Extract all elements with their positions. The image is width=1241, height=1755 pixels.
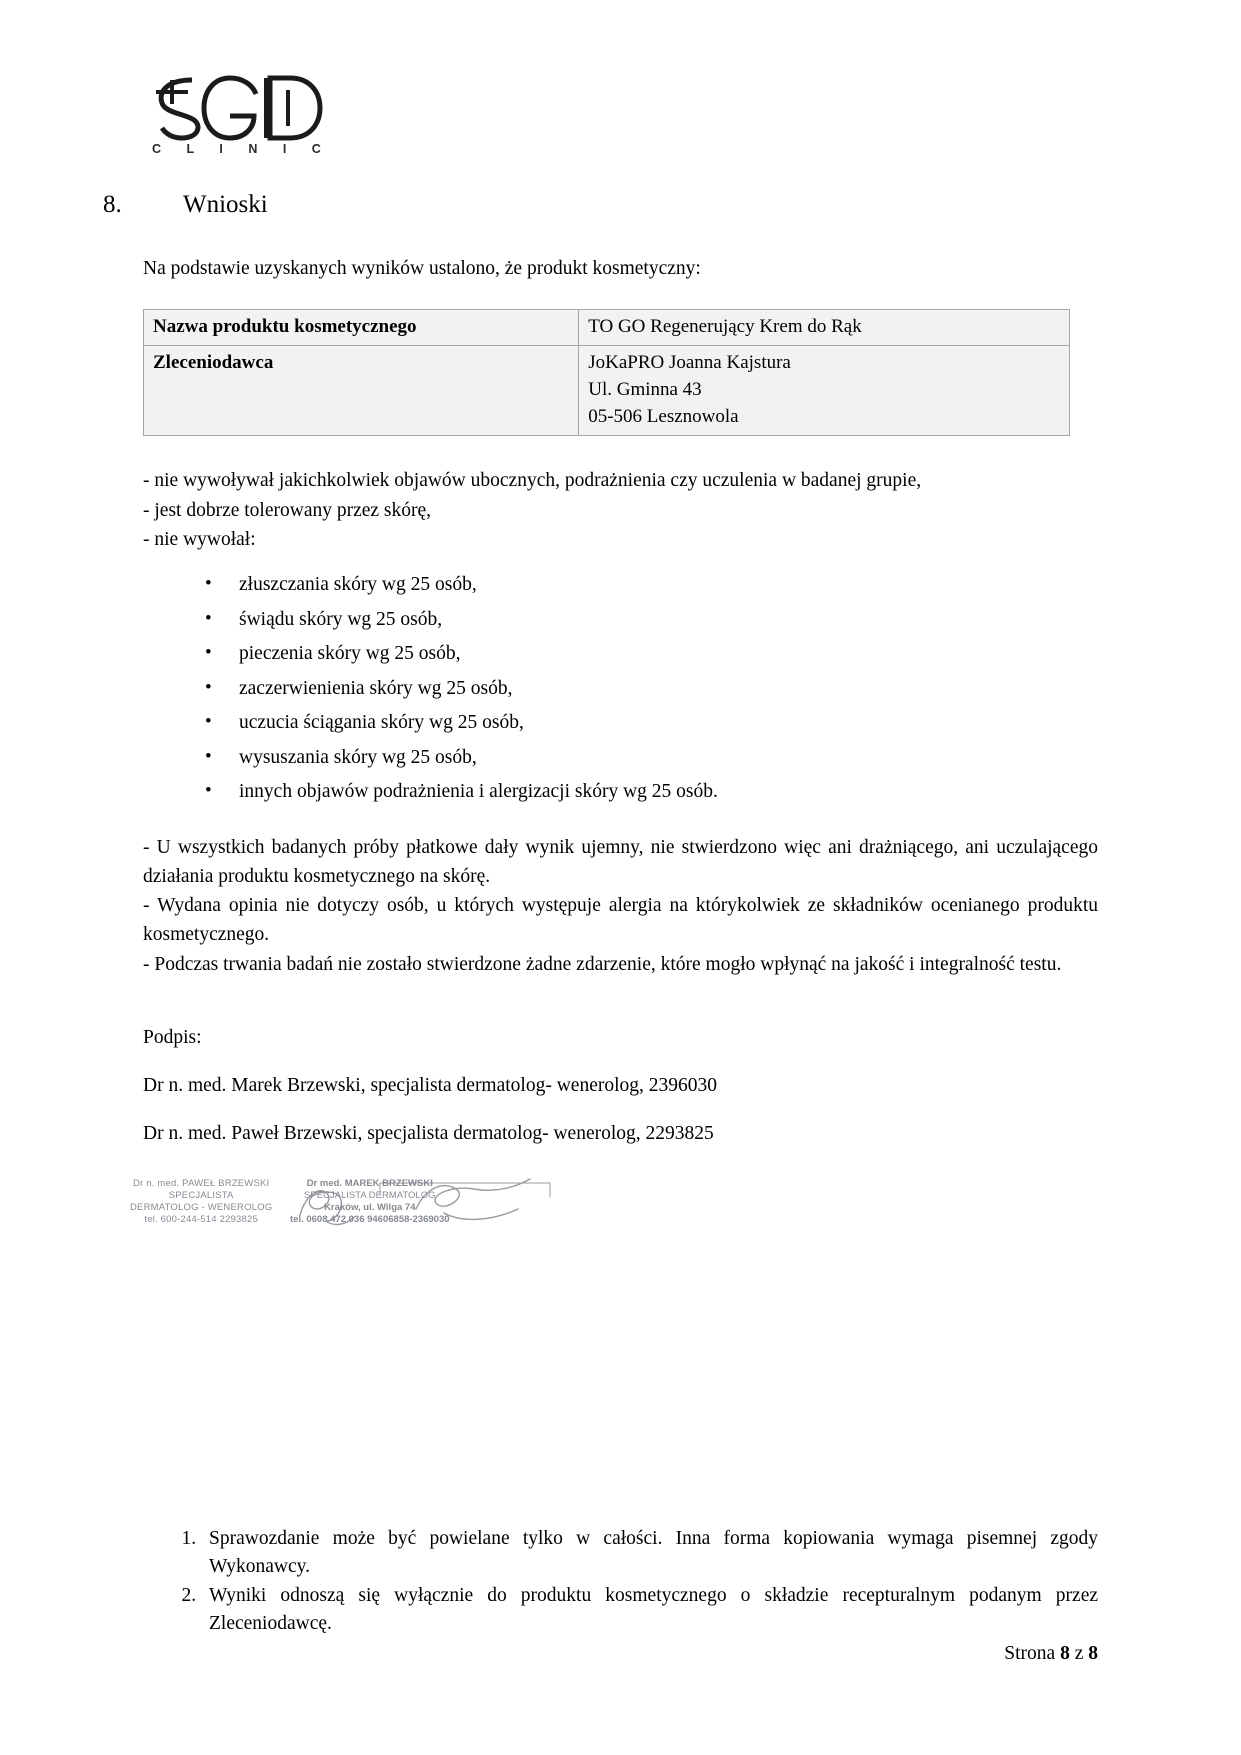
page-total: 8 — [1088, 1643, 1098, 1664]
logo-subtitle: C L I N I C — [152, 142, 332, 156]
signature-line: Dr n. med. Paweł Brzewski, specjalista dermatolog- wenerolog, 2293825 — [143, 1122, 714, 1144]
stamp-line: tel. 0608 472 036 94606858-2369030 — [290, 1213, 450, 1225]
client-label: Zleceniodawca — [144, 346, 579, 436]
stamp-line: tel. 600-244-514 2293825 — [144, 1213, 258, 1225]
signature-stamps — [130, 1175, 630, 1245]
section-title: Wnioski — [183, 191, 268, 218]
intro-paragraph: Na podstawie uzyskanych wyników ustalono, że produkt kosmetyczny: — [143, 258, 701, 279]
page-current: 8 — [1060, 1643, 1070, 1664]
section-number: 8. — [103, 191, 122, 218]
handwritten-signature — [230, 1175, 560, 1237]
signature-line: Dr n. med. Marek Brzewski, specjalista dermatolog- wenerolog, 2396030 — [143, 1074, 718, 1096]
note-item: 1. Sprawozdanie może być powielane tylko w całości. Inna forma kopiowania wymaga pisemnej zgody Wykonawcy. — [201, 1525, 1098, 1580]
list-item: • innych objawów podrażnienia i alergizacji skóry wg 25 osób. — [239, 782, 1098, 817]
list-item: • złuszczania skóry wg 25 osób, — [239, 575, 1098, 610]
product-info-table — [143, 309, 1070, 436]
stamp-line: DERMATOLOG - WENEROLOG — [130, 1201, 273, 1213]
findings-list — [143, 466, 1098, 555]
product-name-label: Nazwa produktu kosmetycznego — [144, 310, 579, 346]
document-content — [103, 190, 1098, 1145]
list-item: • zaczerwienienia skóry wg 25 osób, — [239, 679, 1098, 714]
stamp-line: Dr med. MAREK BRZEWSKI — [306, 1178, 433, 1189]
stamp-line: SPECJALISTA — [168, 1189, 234, 1201]
symptom-bullet-list — [143, 575, 1098, 817]
table-row — [144, 310, 1070, 346]
footer-notes — [143, 1525, 1098, 1664]
conclusion-paragraph: - U wszystkich badanych próby płatkowe dały wynik ujemny, nie stwierdzono więc ani drażniącego, ani uczulającego działania produktu kosmetycznego na skórę. — [143, 836, 1098, 887]
page-separator: z — [1074, 1643, 1084, 1664]
client-value — [579, 346, 1070, 436]
finding-line: - nie wywoływał jakichkolwiek objawów ubocznych, podrażnienia czy uczulenia w badanej grupie, — [143, 470, 922, 492]
conclusion-paragraphs — [143, 833, 1098, 979]
signature-heading: Podpis: — [143, 1026, 202, 1048]
table-cell-line: TO GO Regenerujący Krem do Rąk — [588, 316, 862, 338]
list-item: • uczucia ściągania skóry wg 25 osób, — [239, 713, 1098, 748]
table-cell-line: JoKaPRO Joanna Kajstura — [588, 352, 791, 374]
conclusion-paragraph: - Podczas trwania badań nie zostało stwierdzone żadne zdarzenie, które mogło wpłynąć na jakość i integralność testu. — [143, 953, 1062, 975]
list-item: • wysuszania skóry wg 25 osób, — [239, 748, 1098, 783]
finding-line: - jest dobrze tolerowany przez skórę, — [143, 499, 432, 521]
finding-line: - nie wywołał: — [143, 529, 256, 551]
notes-list — [143, 1525, 1098, 1638]
stamp-line: Kraków, ul. Wilga 74 — [324, 1201, 416, 1213]
table-row — [144, 346, 1070, 436]
stamp-line: Dr n. med. PAWEŁ BRZEWSKI — [132, 1178, 270, 1189]
stamp-line: SPECJALISTA DERMATOLOG — [304, 1189, 436, 1201]
note-item: 2. Wyniki odnoszą się wyłącznie do produktu kosmetycznego o składzie recepturalnym podanym przez Zleceniodawcę. — [201, 1582, 1098, 1637]
table-cell-line: Ul. Gminna 43 — [588, 379, 702, 401]
product-name-value — [579, 310, 1070, 346]
page-label: Strona — [1004, 1643, 1056, 1664]
list-item: • świądu skóry wg 25 osób, — [239, 610, 1098, 645]
conclusion-paragraph: - Wydana opinia nie dotyczy osób, u których występuje alergia na którykolwiek ze składników ocenianego produktu kosmetycznego. — [143, 895, 1098, 946]
list-item: • pieczenia skóry wg 25 osób, — [239, 644, 1098, 679]
page-number — [1004, 1643, 1098, 1665]
table-cell-line: 05-506 Lesznowola — [588, 406, 739, 428]
page-title — [103, 190, 1098, 220]
